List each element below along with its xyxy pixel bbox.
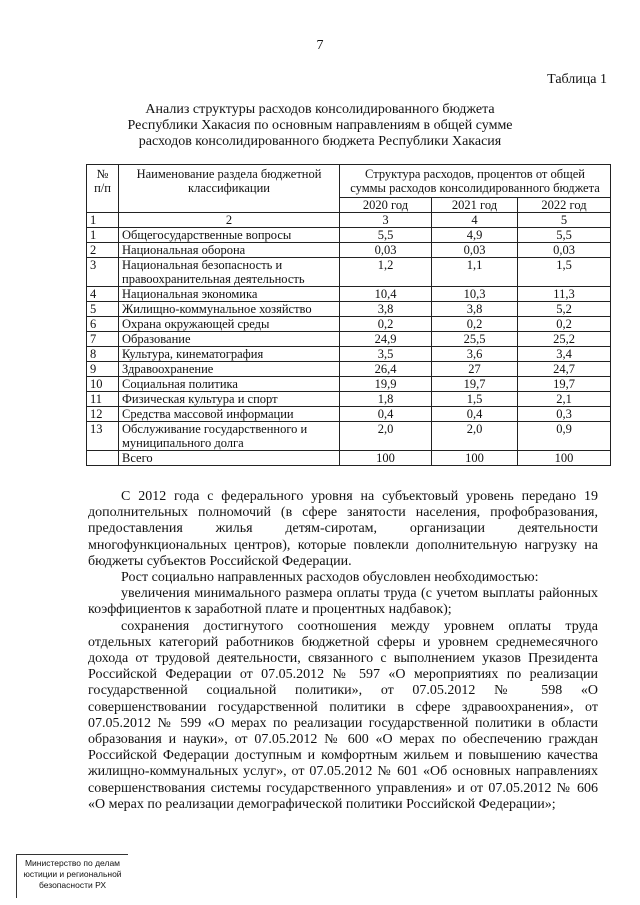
row-value-2020: 5,5	[340, 228, 432, 243]
column-number: 4	[432, 213, 518, 228]
row-number: 9	[87, 362, 119, 377]
row-value-2022: 11,3	[518, 287, 611, 302]
row-value-2022: 24,7	[518, 362, 611, 377]
row-section-name: Физическая культура и спорт	[119, 392, 340, 407]
row-value-2021: 3,8	[432, 302, 518, 317]
row-number: 7	[87, 332, 119, 347]
table-header-row	[87, 165, 611, 198]
row-value-2021: 2,0	[432, 422, 518, 451]
table-row	[87, 362, 611, 377]
row-number: 8	[87, 347, 119, 362]
table-row	[87, 228, 611, 243]
title-line: Анализ структуры расходов консолидированного бюджета	[145, 102, 495, 117]
table-row	[87, 317, 611, 332]
row-value-2020: 3,5	[340, 347, 432, 362]
column-number: 5	[518, 213, 611, 228]
row-value-2021: 10,3	[432, 287, 518, 302]
row-section-name: Национальная безопасность и правоохранительная деятельность	[119, 258, 340, 287]
total-value-2021: 100	[432, 451, 518, 466]
table-row	[87, 377, 611, 392]
table-row	[87, 407, 611, 422]
total-value-2020: 100	[340, 451, 432, 466]
row-number: 11	[87, 392, 119, 407]
table-total-row	[87, 451, 611, 466]
row-value-2020: 0,2	[340, 317, 432, 332]
row-section-name: Средства массовой информации	[119, 407, 340, 422]
row-value-2021: 4,9	[432, 228, 518, 243]
row-value-2020: 10,4	[340, 287, 432, 302]
row-value-2022: 3,4	[518, 347, 611, 362]
row-value-2022: 25,2	[518, 332, 611, 347]
header-year-2021: 2021 год	[432, 198, 518, 213]
header-structure: Структура расходов, процентов от общей суммы расходов консолидированного бюджета	[340, 165, 611, 198]
total-number-cell	[87, 451, 119, 466]
column-number: 2	[119, 213, 340, 228]
table-row	[87, 258, 611, 287]
table-row	[87, 422, 611, 451]
table-body	[87, 228, 611, 466]
header-section-name: Наименование раздела бюджетной классификации	[119, 165, 340, 213]
row-section-name: Общегосударственные вопросы	[119, 228, 340, 243]
row-number: 6	[87, 317, 119, 332]
stamp-line: Министерство по делам	[24, 858, 121, 868]
table-row	[87, 392, 611, 407]
row-number: 2	[87, 243, 119, 258]
row-number: 13	[87, 422, 119, 451]
row-number: 12	[87, 407, 119, 422]
row-section-name: Охрана окружающей среды	[119, 317, 340, 332]
row-value-2020: 0,03	[340, 243, 432, 258]
body-text	[88, 489, 598, 813]
row-section-name: Национальная оборона	[119, 243, 340, 258]
paragraph: сохранения достигнутого соотношения между уровнем оплаты труда отдельных категорий работников бюджетной сферы и уровнем среднемесячного дохода от трудовой деятельности, связанного с выполнением указов Президента Российской Федерации от 07.05.2012 № 597 «О мероприятиях по реализации государственной социальной политики», от 07.05.2012 № 598 «О совершенствовании государственной политики в сфере здравоохранения», от 07.05.2012 № 599 «О мерах по реализации государственной политики в области образования и науки», от 07.05.2012 № 600 «О мерах по обеспечению граждан Российской Федерации доступным и комфортным жильем и повышению качества жилищно-коммунальных услуг», от 07.05.2012 № 601 «Об основных направлениях совершенствования системы государственного управления» и от 07.05.2012 № 606 «О мерах по реализации демографической политики Российской Федерации»;	[88, 618, 598, 812]
row-value-2021: 19,7	[432, 377, 518, 392]
row-section-name: Обслуживание государственного и муниципального долга	[119, 422, 340, 451]
row-value-2020: 24,9	[340, 332, 432, 347]
header-year-2022: 2022 год	[518, 198, 611, 213]
row-value-2022: 0,3	[518, 407, 611, 422]
row-section-name: Национальная экономика	[119, 287, 340, 302]
row-value-2022: 19,7	[518, 377, 611, 392]
row-number: 3	[87, 258, 119, 287]
row-section-name: Социальная политика	[119, 377, 340, 392]
total-label: Всего	[119, 451, 340, 466]
row-value-2022: 0,03	[518, 243, 611, 258]
row-value-2021: 1,1	[432, 258, 518, 287]
registration-stamp	[16, 854, 128, 898]
row-value-2021: 0,03	[432, 243, 518, 258]
row-value-2022: 0,2	[518, 317, 611, 332]
table-row	[87, 287, 611, 302]
row-value-2021: 0,2	[432, 317, 518, 332]
row-value-2020: 0,4	[340, 407, 432, 422]
table-row	[87, 302, 611, 317]
header-number: № п/п	[87, 165, 119, 213]
row-value-2021: 27	[432, 362, 518, 377]
row-value-2021: 25,5	[432, 332, 518, 347]
budget-structure-table	[86, 164, 611, 466]
row-number: 10	[87, 377, 119, 392]
table-row	[87, 332, 611, 347]
table-row	[87, 347, 611, 362]
row-section-name: Здравоохранение	[119, 362, 340, 377]
paragraph: С 2012 года с федерального уровня на субъектовый уровень передано 19 дополнительных полномочий (в сфере занятости населения, профобразования, предоставления жилья детям-сиротам, организации деятельности многофункциональных центров), которые повлекли дополнительную нагрузку на бюджеты субъектов Российской Федерации.	[88, 489, 598, 569]
row-value-2020: 26,4	[340, 362, 432, 377]
header-year-2020: 2020 год	[340, 198, 432, 213]
row-section-name: Образование	[119, 332, 340, 347]
row-value-2021: 1,5	[432, 392, 518, 407]
page-number: 7	[316, 38, 324, 53]
row-number: 4	[87, 287, 119, 302]
row-value-2020: 3,8	[340, 302, 432, 317]
row-value-2021: 3,6	[432, 347, 518, 362]
table-column-numbers-row	[87, 213, 611, 228]
row-value-2020: 1,8	[340, 392, 432, 407]
row-value-2020: 1,2	[340, 258, 432, 287]
row-value-2022: 2,1	[518, 392, 611, 407]
title-line: Республики Хакасия по основным направлениям в общей сумме	[127, 118, 513, 133]
table-label: Таблица 1	[547, 72, 607, 87]
row-section-name: Жилищно-коммунальное хозяйство	[119, 302, 340, 317]
paragraph: увеличения минимального размера оплаты труда (с учетом выплаты районных коэффициентов к заработной плате и процентных надбавок);	[88, 586, 598, 618]
row-value-2022: 1,5	[518, 258, 611, 287]
row-value-2020: 2,0	[340, 422, 432, 451]
row-value-2022: 0,9	[518, 422, 611, 451]
total-value-2022: 100	[518, 451, 611, 466]
table-title	[80, 102, 560, 150]
title-line: расходов консолидированного бюджета Республики Хакасия	[138, 134, 502, 149]
row-number: 5	[87, 302, 119, 317]
column-number: 3	[340, 213, 432, 228]
row-value-2021: 0,4	[432, 407, 518, 422]
paragraph: Рост социально направленных расходов обусловлен необходимостью:	[121, 570, 539, 586]
row-value-2022: 5,2	[518, 302, 611, 317]
column-number: 1	[87, 213, 119, 228]
stamp-line: юстиции и региональной	[23, 869, 122, 879]
stamp-line: безопасности РХ	[38, 880, 107, 890]
row-value-2022: 5,5	[518, 228, 611, 243]
table-row	[87, 243, 611, 258]
row-section-name: Культура, кинематография	[119, 347, 340, 362]
row-number: 1	[87, 228, 119, 243]
row-value-2020: 19,9	[340, 377, 432, 392]
